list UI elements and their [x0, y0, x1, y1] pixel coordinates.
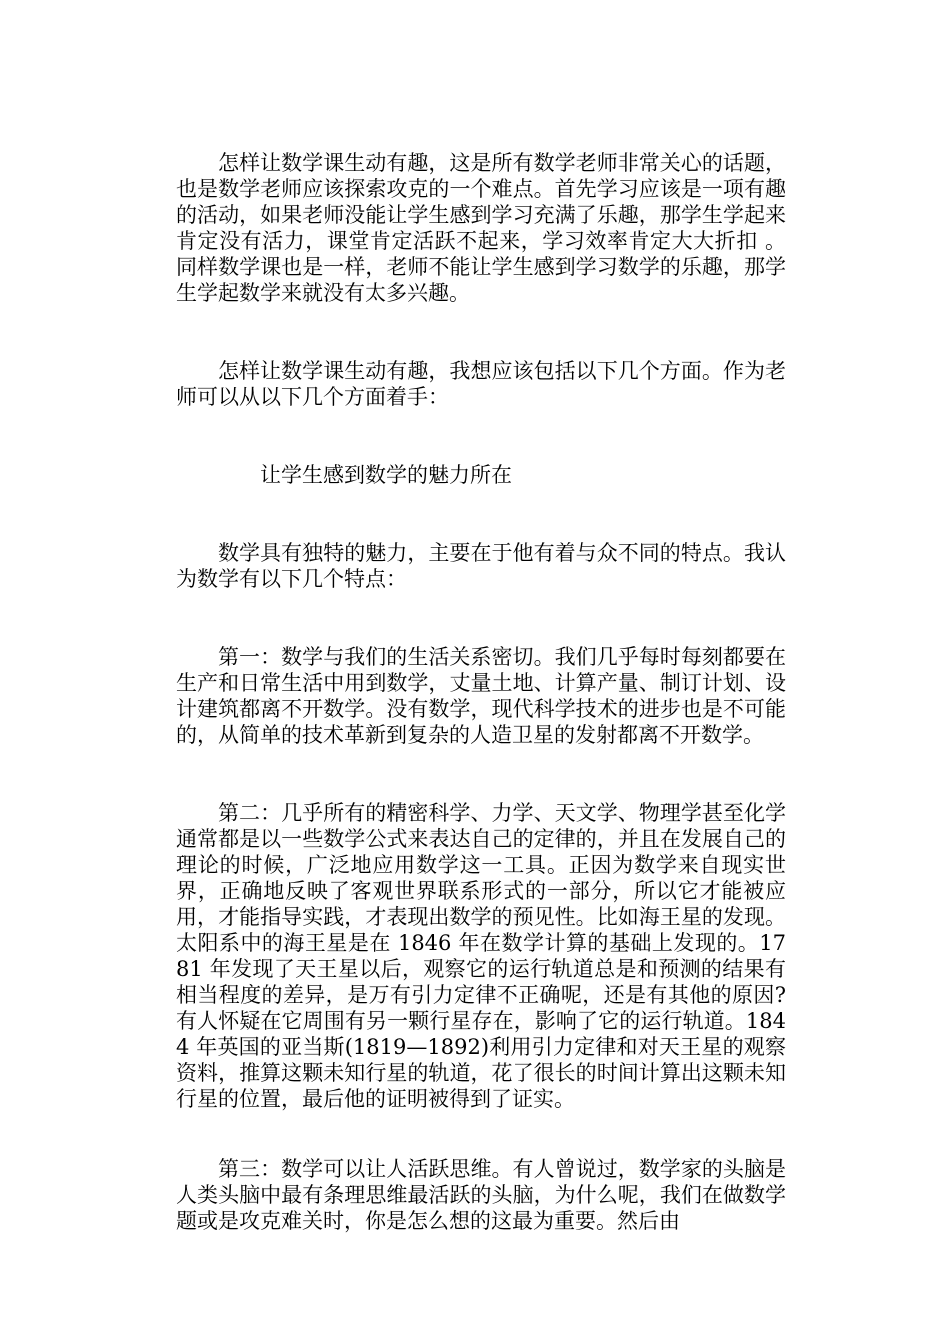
- paragraph-second-point: 第二：几乎所有的精密科学、力学、天文学、物理学甚至化学通常都是以一些数学公式来表达自己的定律的，并且在发展自己的理论的时候，广泛地应用数学这一工具。正因为数学来自现实世界，正确地反映了客观世界联系形式的一部分，所以它才能被应用，才能指导实践，才表现出数学的预见性。比如海王星的发现。太阳系中的海王星是在 1846 年在数学计算的基础上发现的。1781 年发现了天王星以后，观察它的运行轨道总是和预测的结果有相当程度的差异，是万有引力定律不正确呢，还是有其他的原因?有人怀疑在它周围有另一颗行星存在，影响了它的运行轨道。1844 年英国的亚当斯(1819—1892)利用引力定律和对天王星的观察资料，推算这颗未知行星的轨道，花了很长的时间计算出这颗未知行星的位置，最后他的证明被得到了证实。: [176, 801, 786, 1111]
- paragraph-approach: 怎样让数学课生动有趣，我想应该包括以下几个方面。作为老师可以从以下几个方面着手：: [176, 359, 786, 409]
- paragraph-features: 数学具有独特的魅力，主要在于他有着与众不同的特点。我认为数学有以下几个特点：: [176, 541, 786, 591]
- section-heading: 让学生感到数学的魅力所在: [260, 463, 512, 487]
- paragraph-intro: 怎样让数学课生动有趣，这是所有数学老师非常关心的话题，也是数学老师应该探索攻克的一个难点。首先学习应该是一项有趣的活动，如果老师没能让学生感到学习充满了乐趣，那学生学起来肯定没有活力，课堂肯定活跃不起来，学习效率肯定大大折扣 。同样数学课也是一样，老师不能让学生感到学习数学的乐趣，那学生学起数学来就没有太多兴趣。: [176, 151, 786, 305]
- paragraph-third-point: 第三：数学可以让人活跃思维。有人曾说过，数学家的头脑是人类头脑中最有条理思维最活跃的头脑，为什么呢，我们在做数学题或是攻克难关时，你是怎么想的这最为重要。然后由: [176, 1157, 786, 1233]
- document-page: [176, 150, 786, 1234]
- paragraph-first-point: 第一：数学与我们的生活关系密切。我们几乎每时每刻都要在生产和日常生活中用到数学，丈量土地、计算产量、制订计划、设计建筑都离不开数学。没有数学，现代科学技术的进步也是不可能的，从简单的技术革新到复杂的人造卫星的发射都离不开数学。: [176, 645, 786, 747]
